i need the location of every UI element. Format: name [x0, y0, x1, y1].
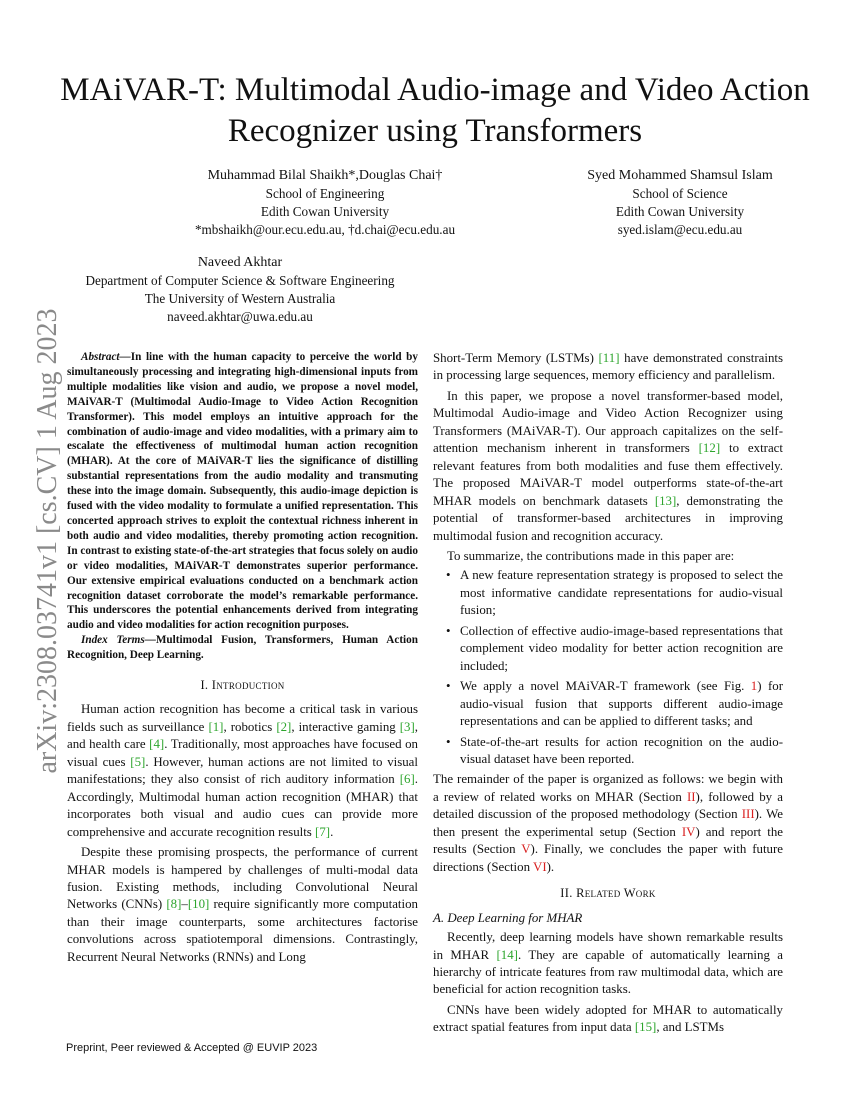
abstract-text: In line with the human capacity to perceive the world by simultaneously processing and integrating high-dimensional inputs from multiple modalities like vision and audio, we propose a novel model, MAiVAR-T (Multimodal Audio-Image to Video Action Recognition Transformer). This model employs an intuitive approach for the combination of audio-image and video modalities, with a primary aim to escalate the effectiveness of multimodal human action recognition (MHAR). At the core of MAiVAR-T lies the significance of distilling substantial representations from the audio modality and transmuting these into the image domain. Subsequently, this audio-image depiction is fused with the video modality to formulate a unified representation. This concerted approach strives to exploit the contextual richness inherent in both audio and video modalities, thereby promoting action recognition. In contrast to existing state-of-the-art strategies that focus solely on audio or video modalities, MAiVAR-T demonstrates superior performance. Our extensive empirical evaluations conducted on a benchmark action recognition dataset corroborate the model’s remarkable performance. This underscores the potential enhancements derived from integrating audio and video modalities for action recognition purposes.: [67, 351, 418, 632]
footer-note: Preprint, Peer reviewed & Accepted @ EUVIP 2023: [66, 1042, 318, 1054]
citation-link[interactable]: [5]: [130, 754, 146, 769]
index-terms-label: Index Terms: [81, 634, 145, 647]
list-item: • We apply a novel MAiVAR-T framework (see Fig. 1) for audio-visual fusion that supports different audio-image representations and can be applied to different tasks; and: [460, 678, 783, 730]
author-block-2: [545, 167, 815, 239]
citation-link[interactable]: [11]: [598, 351, 620, 365]
intro-paragraph-6: The remainder of the paper is organized as follows: we begin with a review of related works on MHAR (Section II), followed by a detailed discussion of the proposed methodology (Section III). We then present the experimental setup (Section IV) and report the results (Section V). Finally, we concludes the paper with future directions (Section VI).: [433, 772, 783, 874]
related-paragraph-2: CNNs have been widely adopted for MHAR to automatically extract spatial features from input data [15], and LSTMs: [433, 1002, 783, 1035]
citation-link[interactable]: [3]: [399, 719, 415, 734]
intro-paragraph-2: Despite these promising prospects, the performance of current MHAR models is hampered by challenges of multi-modal data fusion. Existing methods, including Convolutional Neural Networks (CNNs) [8]–[10] require significantly more computation than their image counterparts, some architectures factorise convolutions across spatiotemporal dimensions. Contrastingly, Recurrent Neural Networks (RNNs) and Long: [67, 845, 418, 964]
citation-link[interactable]: [8]: [166, 897, 182, 912]
contributions-list: [433, 567, 783, 768]
citation-link[interactable]: [7]: [315, 824, 331, 839]
intro-paragraph-3: Short-Term Memory (LSTMs) [11] have demonstrated constraints in processing large sequences, memory efficiency and parallelism.: [433, 351, 783, 383]
author-email: naveed.akhtar@uwa.edu.au: [167, 309, 313, 324]
author-institution: The University of Western Australia: [144, 291, 336, 306]
author-email: syed.islam@ecu.edu.au: [617, 222, 743, 237]
author-affiliation: Department of Computer Science & Software Engineering: [85, 273, 395, 288]
right-column: [433, 350, 783, 1037]
author-institution: Edith Cowan University: [260, 204, 390, 219]
section-link[interactable]: II: [686, 789, 696, 804]
author-affiliation: School of Engineering: [265, 186, 385, 201]
intro-paragraph-4: In this paper, we propose a novel transformer-based model, Multimodal Audio-image and Video Action Recognizer using Transformers (MAiVAR-T). Our approach capitalizes on the self-attention mechanism inherent in transformers [12] to extract relevant features from both modalities and fuse them effectively. The proposed MAiVAR-T model outperforms state-of-the-art MHAR models on benchmark datasets [13], demonstrating the potential of transformer-based architectures in improving multimodal fusion and recognition accuracy.: [433, 388, 783, 543]
paper-title: MAiVAR-T: Multimodal Audio-image and Video Action Recognizer using Transformers: [60, 72, 810, 149]
figure-link[interactable]: 1: [750, 679, 758, 694]
author-block-3: [55, 254, 425, 326]
author-name: Naveed Akhtar: [197, 255, 283, 270]
intro-paragraph-1: Human action recognition has become a critical task in various fields such as surveillance [1], robotics [2], interactive gaming [3], and health care [4]. Traditionally, most approaches have focused on visual cues [5]. However, human actions are not limited to visual manifestations; they also consist of rich auditory information [6]. Accordingly, Multimodal human action recognition (MHAR) that incorporates both visual and audio cues can provide more comprehensive and accurate recognition results [7].: [67, 702, 419, 839]
citation-link[interactable]: [6]: [399, 772, 415, 787]
citation-link[interactable]: [1]: [208, 719, 224, 734]
intro-paragraph-5: To summarize, the contributions made in this paper are:: [447, 548, 735, 563]
index-terms: [67, 633, 418, 663]
related-paragraph-1: Recently, deep learning models have shown remarkable results in MHAR [14]. They are capable of automatically learning a hierarchy of intricate features from raw multimodal data, which are beneficial for action recognition tasks.: [433, 930, 784, 997]
left-column: [67, 350, 418, 966]
index-terms-text: —Multimodal Fusion, Transformers, Human Action Recognition, Deep Learning.: [67, 634, 418, 662]
citation-link[interactable]: [12]: [698, 441, 721, 456]
citation-link[interactable]: [4]: [149, 737, 165, 752]
section-link[interactable]: IV: [681, 824, 696, 839]
list-item: • A new feature representation strategy is proposed to select the most informative candidate representations for audio-visual fusion;: [460, 567, 783, 619]
arxiv-identifier: arXiv:2308.03741v1 [cs.CV] 1 Aug 2023: [32, 308, 63, 774]
author-name: Syed Mohammed Shamsul Islam: [587, 168, 773, 183]
citation-link[interactable]: [13]: [654, 493, 677, 508]
citation-link[interactable]: [2]: [276, 719, 292, 734]
section-link[interactable]: VI: [533, 859, 547, 874]
abstract: [67, 350, 418, 633]
author-email: *mbshaikh@our.ecu.edu.au, †d.chai@ecu.edu.au: [194, 222, 456, 237]
section-heading-introduction: I. Introduction: [200, 678, 285, 693]
subsection-heading: A. Deep Learning for MHAR: [433, 910, 583, 925]
section-link[interactable]: III: [741, 807, 755, 822]
section-heading-related-work: II. Related Work: [560, 886, 656, 901]
list-item: • Collection of effective audio-image-based representations that complement video modality for better action recognition are included;: [460, 623, 783, 675]
citation-link[interactable]: [15]: [634, 1020, 657, 1035]
author-block-1: [170, 167, 480, 239]
author-affiliation: School of Science: [632, 186, 728, 201]
author-name: Muhammad Bilal Shaikh*,Douglas Chai†: [207, 168, 443, 183]
citation-link[interactable]: [14]: [496, 947, 518, 962]
section-link[interactable]: V: [521, 842, 531, 857]
abstract-label: Abstract—: [81, 351, 131, 363]
author-institution: Edith Cowan University: [615, 204, 745, 219]
citation-link[interactable]: [10]: [187, 897, 210, 912]
list-item: • State-of-the-art results for action recognition on the audio-visual dataset have been reported.: [460, 734, 783, 769]
